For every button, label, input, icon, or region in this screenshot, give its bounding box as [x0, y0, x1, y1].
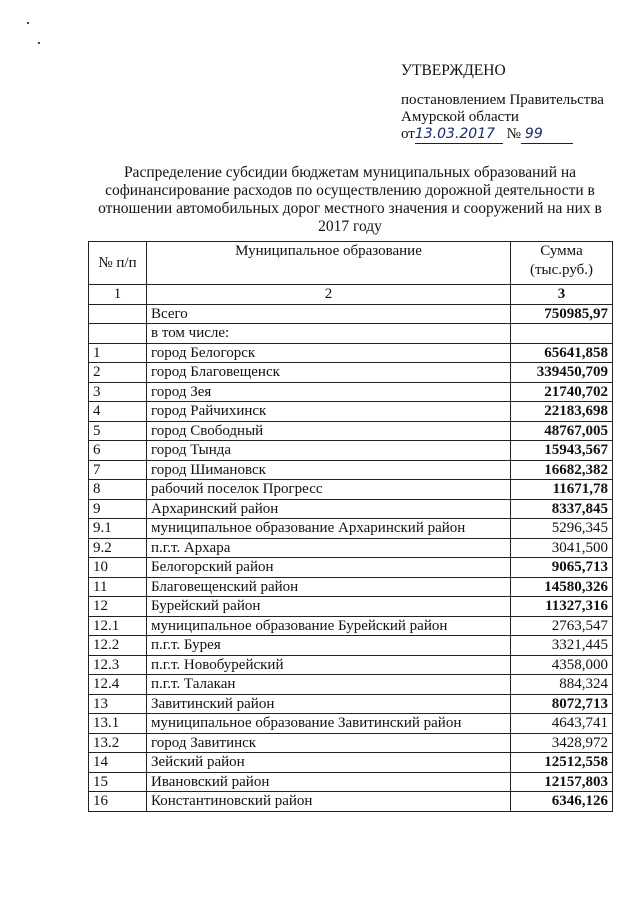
column-number-2: 2 — [147, 285, 511, 305]
row-number: 15 — [89, 772, 147, 792]
row-number: 10 — [89, 558, 147, 578]
row-municipality: город Райчихинск — [147, 402, 511, 422]
table-row — [89, 597, 613, 617]
table-row — [89, 324, 613, 344]
table-row — [89, 421, 613, 441]
row-number: 9.2 — [89, 538, 147, 558]
row-sum: 4358,000 — [511, 655, 613, 675]
decree-line-1: постановлением Правительства — [401, 92, 604, 108]
row-sum: 48767,005 — [511, 421, 613, 441]
row-municipality: Завитинский район — [147, 694, 511, 714]
row-municipality: в том числе: — [147, 324, 511, 344]
row-sum: 21740,702 — [511, 382, 613, 402]
row-municipality: п.г.т. Архара — [147, 538, 511, 558]
number-prefix: № — [506, 126, 521, 142]
row-municipality: Ивановский район — [147, 772, 511, 792]
row-sum: 3321,445 — [511, 636, 613, 656]
table-row — [89, 753, 613, 773]
table-row — [89, 714, 613, 734]
row-municipality: Бурейский район — [147, 597, 511, 617]
row-sum: 11327,316 — [511, 597, 613, 617]
row-municipality: Архаринский район — [147, 499, 511, 519]
decree-number: 99 — [521, 126, 573, 144]
column-number-1: 1 — [89, 285, 147, 305]
table-row — [89, 792, 613, 812]
row-sum — [511, 324, 613, 344]
row-sum: 2763,547 — [511, 616, 613, 636]
row-sum: 339450,709 — [511, 363, 613, 383]
table-row — [89, 499, 613, 519]
approval-stamp-heading: УТВЕРЖДЕНО — [401, 62, 506, 79]
row-municipality: п.г.т. Бурея — [147, 636, 511, 656]
column-header-number: № п/п — [89, 242, 147, 285]
table-row — [89, 772, 613, 792]
decree-date-line — [401, 126, 604, 144]
row-number — [89, 324, 147, 344]
row-number: 9.1 — [89, 519, 147, 539]
row-number: 13.2 — [89, 733, 147, 753]
row-number: 12.3 — [89, 655, 147, 675]
table-row — [89, 304, 613, 324]
row-number: 8 — [89, 480, 147, 500]
row-number: 12.2 — [89, 636, 147, 656]
row-municipality: п.г.т. Новобурейский — [147, 655, 511, 675]
row-sum: 12512,558 — [511, 753, 613, 773]
row-sum: 6346,126 — [511, 792, 613, 812]
row-sum: 884,324 — [511, 675, 613, 695]
row-sum: 14580,326 — [511, 577, 613, 597]
row-sum: 8072,713 — [511, 694, 613, 714]
row-municipality: рабочий поселок Прогресс — [147, 480, 511, 500]
row-municipality: муниципальное образование Завитинский район — [147, 714, 511, 734]
table-header-row — [89, 242, 613, 285]
row-number: 3 — [89, 382, 147, 402]
row-municipality: п.г.т. Талакан — [147, 675, 511, 695]
row-number: 13.1 — [89, 714, 147, 734]
row-municipality: Благовещенский район — [147, 577, 511, 597]
table-row — [89, 343, 613, 363]
row-number: 5 — [89, 421, 147, 441]
row-municipality: Зейский район — [147, 753, 511, 773]
row-sum: 22183,698 — [511, 402, 613, 422]
table-row — [89, 363, 613, 383]
table-row — [89, 616, 613, 636]
decree-date: 13.03.2017 — [415, 126, 503, 144]
row-sum: 8337,845 — [511, 499, 613, 519]
row-number: 12.1 — [89, 616, 147, 636]
row-number: 13 — [89, 694, 147, 714]
row-municipality: Всего — [147, 304, 511, 324]
table-row — [89, 694, 613, 714]
table-row — [89, 655, 613, 675]
row-sum: 12157,803 — [511, 772, 613, 792]
column-number-3: 3 — [511, 285, 613, 305]
row-sum: 4643,741 — [511, 714, 613, 734]
decree-reference — [401, 92, 604, 144]
document-title: Распределение субсидии бюджетам муниципальных образований на софинансирование расходов по осуществлению дорожной деятельности в отношении автомобильных дорог местного значения и сооружений на них в 2017 году — [98, 164, 602, 235]
subsidy-table — [88, 241, 613, 812]
row-number: 1 — [89, 343, 147, 363]
row-municipality: город Завитинск — [147, 733, 511, 753]
table-row — [89, 480, 613, 500]
row-sum: 11671,78 — [511, 480, 613, 500]
row-number: 14 — [89, 753, 147, 773]
row-municipality: город Тында — [147, 441, 511, 461]
row-number — [89, 304, 147, 324]
row-sum: 3041,500 — [511, 538, 613, 558]
row-sum: 750985,97 — [511, 304, 613, 324]
row-municipality: Белогорский район — [147, 558, 511, 578]
row-sum: 3428,972 — [511, 733, 613, 753]
row-municipality: город Благовещенск — [147, 363, 511, 383]
row-sum: 5296,345 — [511, 519, 613, 539]
table-row — [89, 558, 613, 578]
row-number: 6 — [89, 441, 147, 461]
row-municipality: город Шимановск — [147, 460, 511, 480]
row-number: 4 — [89, 402, 147, 422]
table-row — [89, 519, 613, 539]
row-sum: 9065,713 — [511, 558, 613, 578]
scan-speck — [27, 22, 29, 24]
table-row — [89, 733, 613, 753]
table-row — [89, 402, 613, 422]
row-municipality: муниципальное образование Архаринский район — [147, 519, 511, 539]
row-sum: 65641,858 — [511, 343, 613, 363]
row-municipality: муниципальное образование Бурейский район — [147, 616, 511, 636]
table-row — [89, 636, 613, 656]
table-row — [89, 577, 613, 597]
table-row — [89, 538, 613, 558]
row-number: 9 — [89, 499, 147, 519]
row-number: 2 — [89, 363, 147, 383]
decree-line-2: Амурской области — [401, 109, 519, 125]
row-municipality: Константиновский район — [147, 792, 511, 812]
row-number: 12.4 — [89, 675, 147, 695]
row-number: 12 — [89, 597, 147, 617]
table-row — [89, 675, 613, 695]
row-municipality: город Свободный — [147, 421, 511, 441]
column-header-sum: Сумма (тыс.руб.) — [511, 242, 613, 285]
row-sum: 16682,382 — [511, 460, 613, 480]
row-number: 11 — [89, 577, 147, 597]
row-municipality: город Белогорск — [147, 343, 511, 363]
row-sum: 15943,567 — [511, 441, 613, 461]
date-prefix: от — [401, 126, 415, 142]
table-row — [89, 382, 613, 402]
table-row — [89, 460, 613, 480]
scan-speck — [38, 42, 40, 44]
row-number: 7 — [89, 460, 147, 480]
column-header-municipality: Муниципальное образование — [147, 242, 511, 285]
row-number: 16 — [89, 792, 147, 812]
column-number-row — [89, 285, 613, 305]
row-municipality: город Зея — [147, 382, 511, 402]
table-row — [89, 441, 613, 461]
